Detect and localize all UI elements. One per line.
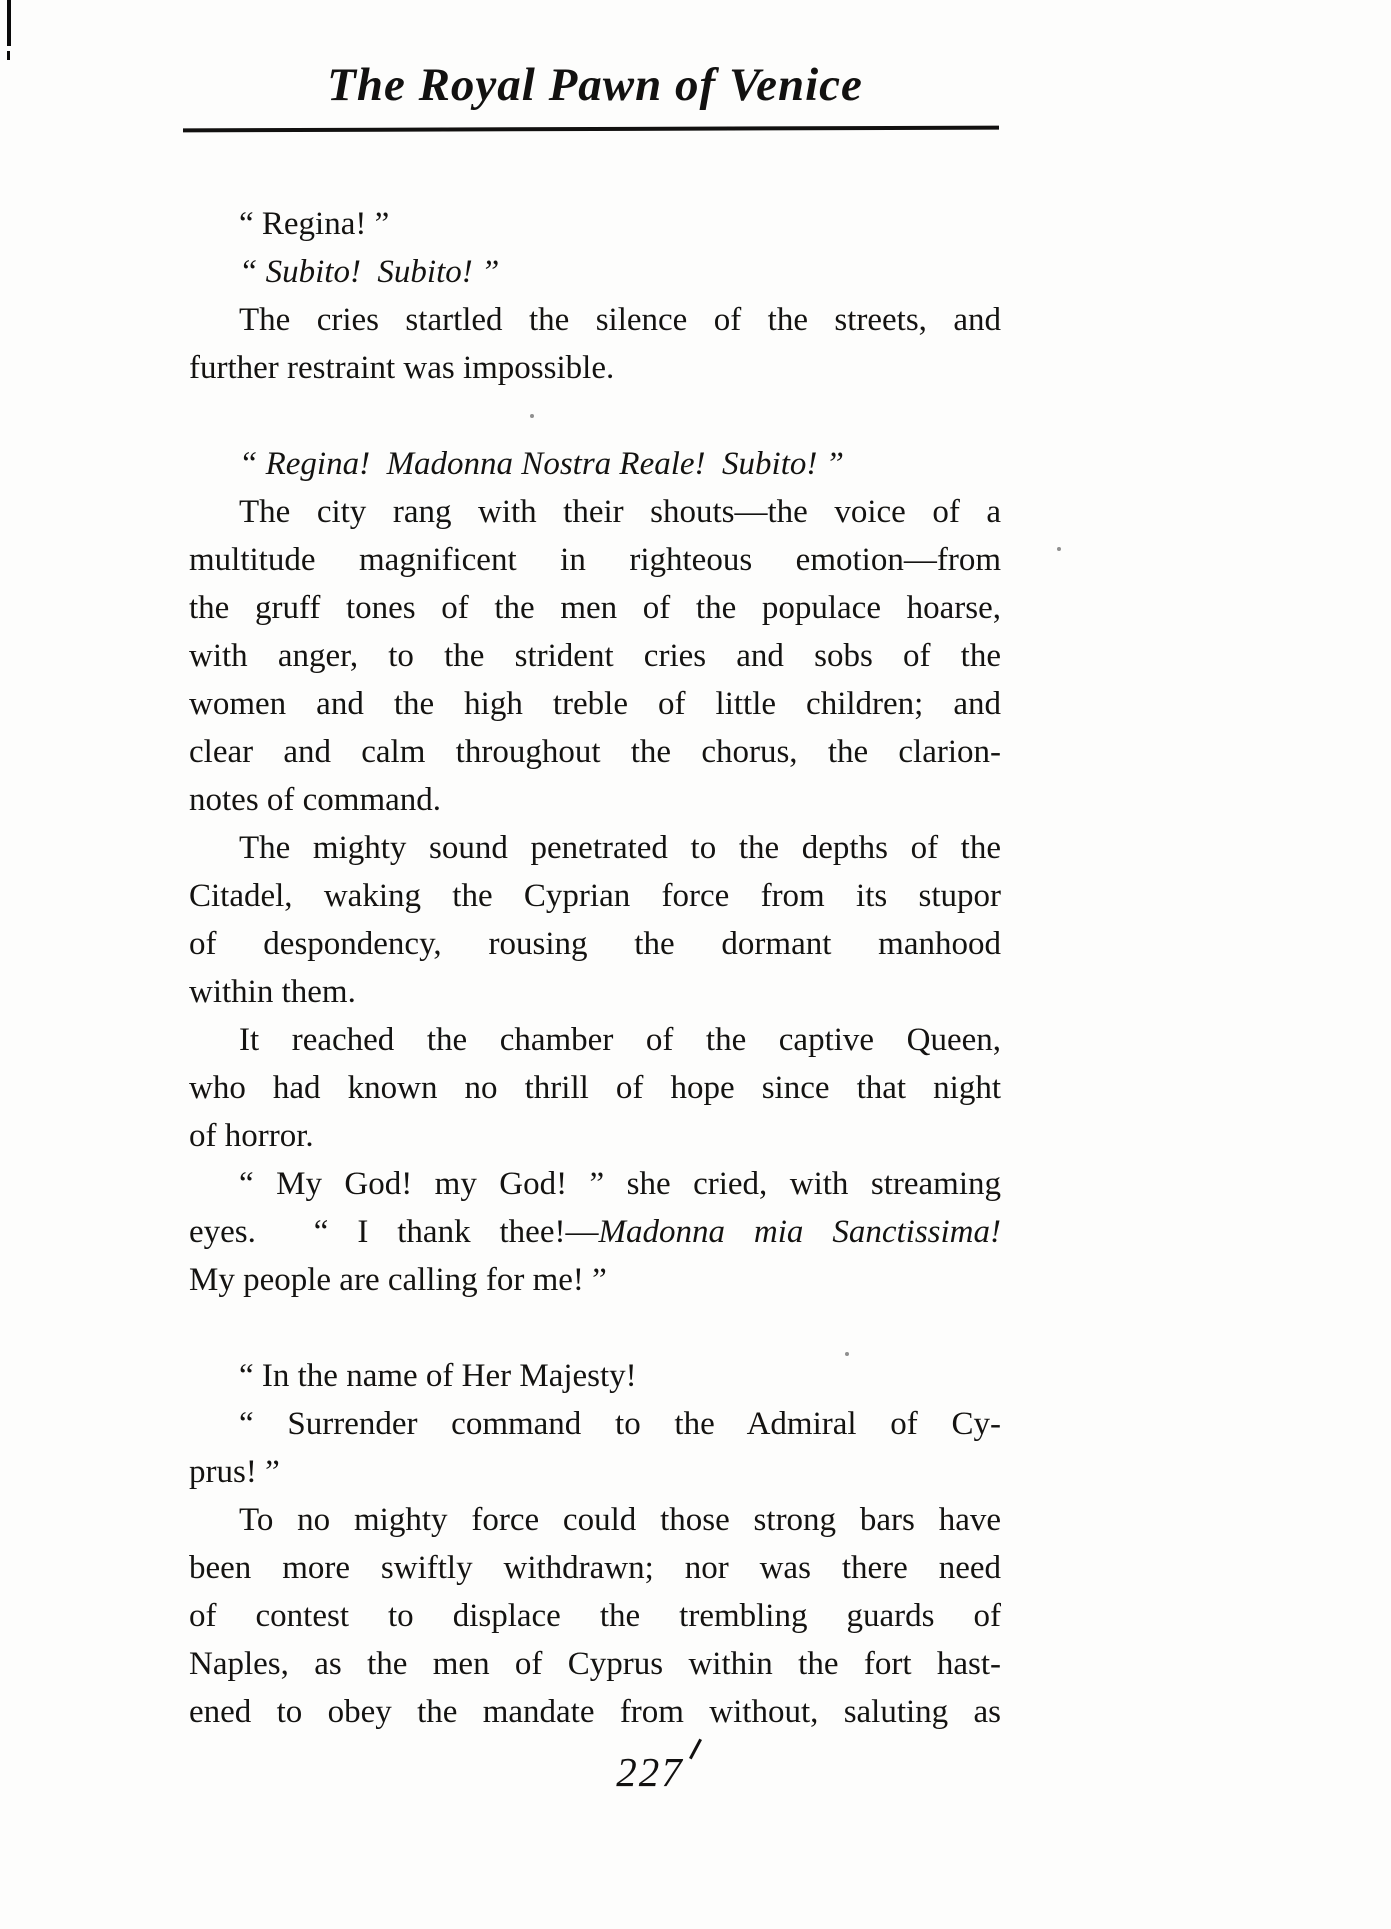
text-segment: women and the high treble of little children; and — [189, 686, 1001, 722]
text-segment: To no mighty force could those strong bars have — [239, 1502, 1001, 1538]
text-segment: eyes. “ I thank thee!— — [189, 1214, 599, 1250]
text-line — [189, 968, 1001, 1016]
text-segment: “ My God! my God! ” she cried, with streaming — [239, 1166, 1001, 1202]
page-number: 227 — [616, 1749, 684, 1795]
text-line — [189, 1688, 1001, 1736]
text-segment: “ In the name of Her Majesty! — [239, 1358, 637, 1394]
header-rule — [183, 126, 999, 133]
paragraph — [189, 1016, 1001, 1160]
paragraph — [189, 248, 1001, 296]
italic-text-segment: “ Regina! Madonna Nostra Reale! Subito! ” — [239, 446, 844, 482]
paragraph — [189, 296, 1001, 392]
text-line — [189, 200, 1001, 248]
text-segment: further restraint was impossible. — [189, 350, 615, 386]
text-line — [189, 1016, 1001, 1064]
text-line — [189, 1496, 1001, 1544]
text-segment: The city rang with their shouts—the voice of a — [239, 494, 1001, 530]
text-line — [189, 1544, 1001, 1592]
text-segment: ened to obey the mandate from without, saluting as — [189, 1694, 1001, 1730]
text-line — [189, 1400, 1001, 1448]
text-segment: “ Surrender command to the Admiral of Cy- — [239, 1406, 1001, 1442]
text-segment: of despondency, rousing the dormant manhood — [189, 926, 1001, 962]
text-line — [189, 728, 1001, 776]
text-segment: with anger, to the strident cries and sobs of the — [189, 638, 1001, 674]
text-line — [189, 296, 1001, 344]
text-segment: of contest to displace the trembling guards of — [189, 1598, 1001, 1634]
text-line — [189, 1640, 1001, 1688]
text-segment: multitude magnificent in righteous emotion—from — [189, 542, 1001, 578]
paragraph — [189, 1400, 1001, 1496]
text-block — [189, 200, 1001, 1736]
text-segment: My people are calling for me! ” — [189, 1262, 607, 1298]
text-segment: who had known no thrill of hope since that night — [189, 1070, 1001, 1106]
text-line — [189, 248, 1001, 296]
scan-artifact-line — [7, 0, 11, 46]
text-segment: The cries startled the silence of the streets, and — [239, 302, 1001, 338]
text-segment: The mighty sound penetrated to the depths of the — [239, 830, 1001, 866]
text-line — [189, 1592, 1001, 1640]
italic-text-segment: “ Subito! Subito! ” — [239, 254, 500, 290]
scan-artifact-tick — [7, 51, 10, 60]
paragraph — [189, 824, 1001, 1016]
text-line — [189, 440, 1001, 488]
text-line — [189, 536, 1001, 584]
paragraph — [189, 1352, 1001, 1400]
text-line — [189, 488, 1001, 536]
text-line — [189, 1112, 1001, 1160]
paragraph — [189, 440, 1001, 488]
text-line — [189, 1352, 1001, 1400]
text-line — [189, 1208, 1001, 1256]
text-segment: within them. — [189, 974, 356, 1010]
text-segment: notes of command. — [189, 782, 442, 818]
text-line — [189, 632, 1001, 680]
scan-speck — [1057, 547, 1061, 551]
text-line — [189, 824, 1001, 872]
text-line — [189, 344, 1001, 392]
text-segment: “ Regina! ” — [239, 206, 390, 242]
page-header-title: The Royal Pawn of Venice — [327, 59, 863, 111]
paragraph — [189, 488, 1001, 824]
text-segment: clear and calm throughout the chorus, the clarion- — [189, 734, 1001, 770]
italic-text-segment: Madonna mia Sanctissima! — [598, 1214, 1001, 1250]
text-line — [189, 1064, 1001, 1112]
text-line — [189, 1256, 1001, 1304]
text-segment: the gruff tones of the men of the populace hoarse, — [189, 590, 1001, 626]
text-segment: of horror. — [189, 1118, 314, 1154]
paragraph — [189, 1160, 1001, 1304]
text-line — [189, 776, 1001, 824]
text-segment: been more swiftly withdrawn; nor was there need — [189, 1550, 1001, 1586]
text-line — [189, 872, 1001, 920]
text-segment: It reached the chamber of the captive Queen, — [239, 1022, 1001, 1058]
text-segment: Naples, as the men of Cyprus within the fort hast- — [189, 1646, 1001, 1682]
text-line — [189, 1448, 1001, 1496]
text-line — [189, 920, 1001, 968]
text-line — [189, 680, 1001, 728]
text-line — [189, 1160, 1001, 1208]
paragraph — [189, 1496, 1001, 1736]
text-line — [189, 584, 1001, 632]
text-segment: Citadel, waking the Cyprian force from its stupor — [189, 878, 1001, 914]
paragraph — [189, 200, 1001, 248]
text-segment: prus! ” — [189, 1454, 280, 1490]
